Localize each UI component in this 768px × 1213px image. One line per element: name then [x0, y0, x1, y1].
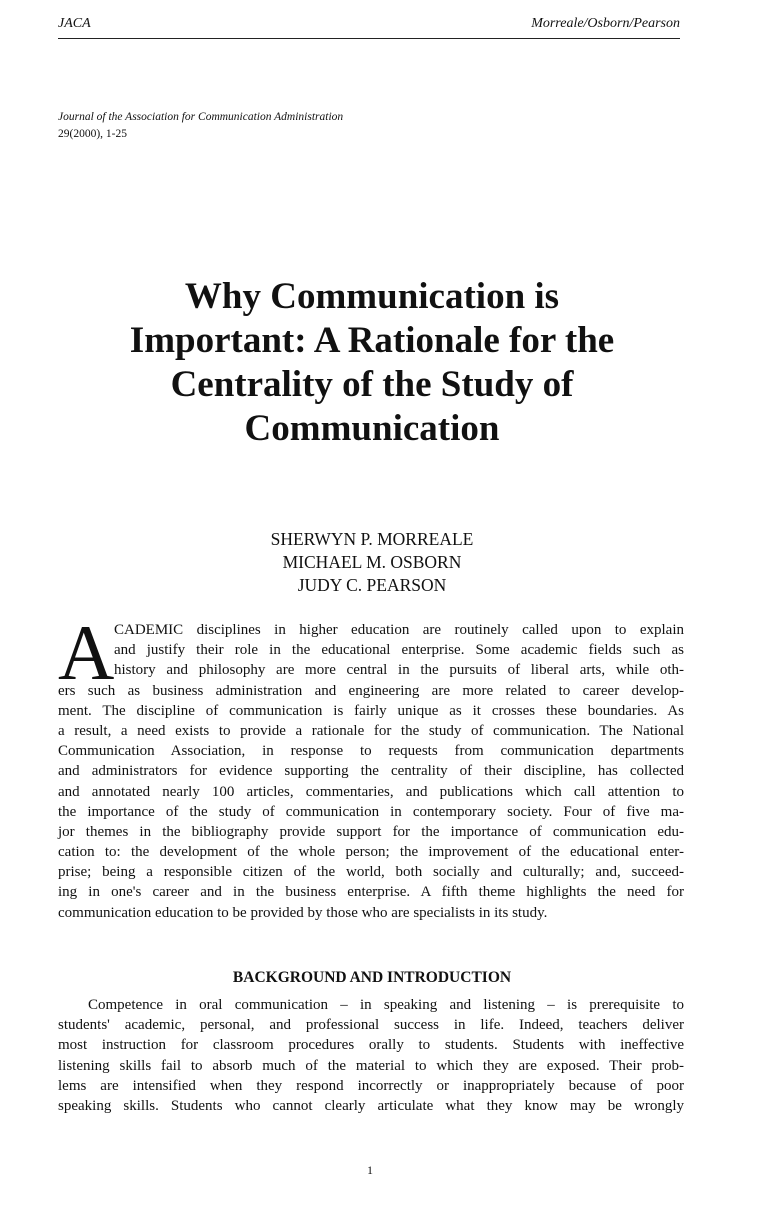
abstract-line: CADEMIC disciplines in higher education are routinely called upon to explain [114, 622, 684, 638]
abstract-line: communication education to be provided by those who are specialists in its study. [58, 904, 548, 921]
abstract-line: ment. The discipline of communication is fairly unique as it crosses these boundaries. As [58, 702, 684, 719]
title-line: Communication [244, 408, 500, 449]
running-head [58, 16, 680, 39]
abstract-line: a result, a need exists to provide a rationale for the study of communication. The National [58, 722, 684, 739]
running-head-journal: JACA [58, 16, 91, 31]
author-name: JUDY C. PEARSON [297, 575, 447, 595]
drop-cap: A [58, 609, 115, 696]
title-line: Centrality of the Study of [170, 364, 574, 405]
body-line: speaking skills. Students who cannot clearly articulate what they know may be wrongly [58, 1097, 684, 1114]
journal-name: Journal of the Association for Communication Administration [58, 111, 344, 123]
abstract-line: and annotated nearly 100 articles, commentaries, and publications which call attention to [58, 783, 684, 800]
body-line: Competence in oral communication – in speaking and listening – is prerequisite to [88, 997, 684, 1013]
author-list [60, 528, 684, 597]
abstract-line: cation to: the development of the whole person; the improvement of the educational enter- [58, 844, 684, 861]
abstract-line: Communication Association, in response to requests from communication departments [58, 743, 684, 760]
title-line: Important: A Rationale for the [129, 320, 615, 361]
body-line: most instruction for classroom procedures orally to students. Students with ineffective [58, 1037, 684, 1054]
body-line: listening skills fail to absorb much of the material to which they are exposed. Their prob- [58, 1057, 684, 1074]
body-paragraph [58, 995, 684, 1116]
abstract-line: the importance of the study of communication in contemporary society. Four of five ma- [58, 803, 684, 820]
running-head-authors: Morreale/Osborn/Pearson [531, 16, 680, 31]
abstract-line: history and philosophy are more central in the pursuits of liberal arts, while oth- [114, 662, 684, 679]
body-line: lems are intensified when they respond incorrectly or inappropriately because of poor [58, 1077, 684, 1094]
journal-info [58, 109, 343, 143]
title-line: Why Communication is [184, 276, 560, 317]
abstract-line: ers such as business administration and engineering are more related to career develop- [58, 682, 684, 699]
author-name: MICHAEL M. OSBORN [282, 552, 462, 572]
journal-volume: 29(2000), 1-25 [58, 128, 127, 140]
section-heading: BACKGROUND AND INTRODUCTION [232, 968, 512, 986]
abstract-line: jor themes in the bibliography provide support for the importance of communication edu- [58, 823, 684, 840]
body-line: students' academic, personal, and professional success in life. Indeed, teachers deliver [58, 1017, 684, 1034]
article-title [60, 275, 684, 451]
page-number: 1 [367, 1163, 373, 1177]
abstract-line: prise; being a responsible citizen of the world, both socially and culturally; and, succeed- [58, 864, 684, 881]
abstract-line: and administrators for evidence supporting the centrality of their discipline, has collected [58, 763, 684, 780]
abstract-line: ing in one's career and in the business enterprise. A fifth theme highlights the need for [58, 884, 684, 901]
author-name: SHERWYN P. MORREALE [270, 529, 474, 549]
abstract-line: and justify their role in the educational enterprise. Some academic fields such as [114, 642, 684, 659]
abstract [58, 609, 684, 923]
